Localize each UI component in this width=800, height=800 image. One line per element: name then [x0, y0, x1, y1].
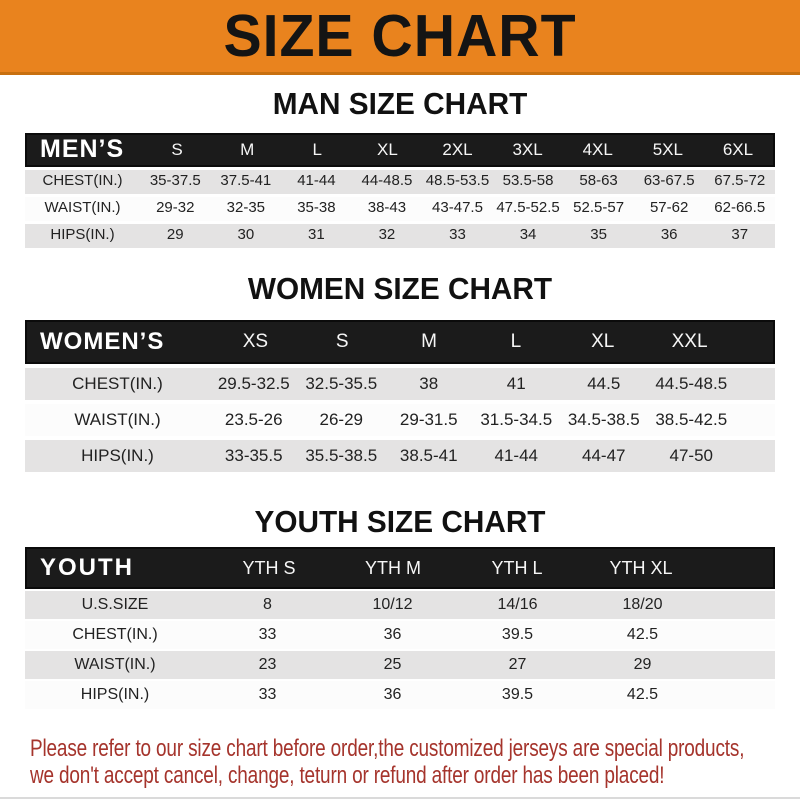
man-size-section: [0, 87, 800, 248]
row-label: WAIST(IN.): [74, 410, 161, 429]
column-header: XS: [242, 331, 269, 352]
row-label: U.S.SIZE: [81, 596, 149, 613]
cell-value: 41: [506, 374, 526, 393]
cell-value: 33: [258, 626, 277, 643]
women-section-heading: WOMEN SIZE CHART: [247, 271, 553, 306]
order-disclaimer: [0, 735, 800, 789]
disclaimer-line-2: we don't accept cancel, change, teturn or refund after order has been placed!: [30, 762, 665, 789]
women-size-table: [25, 320, 775, 472]
cell-value: 67.5-72: [714, 171, 766, 189]
cell-value: 8: [263, 596, 272, 613]
cell-value: 35: [590, 225, 607, 243]
cell-value: 35-37.5: [149, 171, 201, 189]
cell-value: 41-44: [297, 171, 336, 189]
man-section-heading: MAN SIZE CHART: [272, 86, 528, 121]
cell-value: 47.5-52.5: [496, 198, 560, 216]
row-label: CHEST(IN.): [42, 171, 123, 189]
cell-value: 35-38: [297, 198, 336, 216]
cell-value: 44.5: [587, 374, 621, 393]
cell-value: 38-43: [367, 198, 407, 216]
column-header: M: [240, 139, 255, 159]
row-label: HIPS(IN.): [81, 446, 154, 465]
cell-value: 31.5-34.5: [480, 410, 553, 429]
cell-value: 58-63: [579, 171, 618, 189]
men-size-table: [25, 133, 775, 248]
cell-value: 39.5: [501, 626, 534, 643]
banner-title: SIZE CHART: [223, 2, 577, 69]
column-header: YTH M: [365, 557, 421, 578]
row-label: HIPS(IN.): [80, 686, 150, 703]
cell-value: 63-67.5: [643, 171, 695, 189]
cell-value: 62-66.5: [714, 198, 766, 216]
cell-value: 38: [419, 374, 439, 393]
table-header-row: [25, 320, 775, 364]
column-header: YTH L: [491, 557, 543, 578]
column-header: L: [312, 139, 322, 159]
bottom-edge-line: [0, 797, 800, 799]
cell-value: 43-47.5: [432, 198, 483, 216]
cell-value: 30: [237, 225, 255, 243]
column-header: 4XL: [582, 139, 613, 159]
cell-value: 33: [449, 225, 466, 243]
size-chart-banner: [0, 0, 800, 75]
cell-value: 31: [308, 225, 325, 243]
cell-value: 35.5-38.5: [305, 446, 378, 465]
row-label: HIPS(IN.): [50, 225, 115, 243]
cell-value: 23: [258, 656, 277, 673]
column-header: XL: [376, 139, 398, 159]
cell-value: 38.5-42.5: [655, 410, 728, 429]
cell-value: 29-32: [156, 198, 195, 216]
cell-value: 36: [383, 686, 402, 703]
column-header: 3XL: [512, 139, 543, 159]
cell-value: 29: [166, 225, 184, 243]
cell-value: 33: [258, 686, 277, 703]
cell-value: 26-29: [319, 410, 363, 429]
column-header: XXL: [671, 331, 708, 352]
cell-value: 41-44: [494, 446, 538, 465]
table-row: [25, 591, 775, 619]
column-header: 2XL: [442, 139, 473, 159]
table-corner-label: MEN’S: [40, 135, 125, 164]
table-row: [25, 224, 775, 248]
table-corner-label: WOMEN’S: [40, 328, 165, 355]
cell-value: 47-50: [669, 446, 713, 465]
cell-value: 53.5-58: [502, 171, 554, 189]
women-size-section: [0, 272, 800, 472]
column-header: 5XL: [652, 139, 683, 159]
cell-value: 39.5: [501, 686, 534, 703]
cell-value: 34: [519, 225, 537, 243]
cell-value: 29.5-32.5: [217, 374, 290, 393]
youth-section-heading: YOUTH SIZE CHART: [254, 504, 546, 539]
cell-value: 33-35.5: [224, 446, 283, 465]
youth-size-section: [0, 505, 800, 709]
cell-value: 29: [633, 656, 652, 673]
column-header: S: [171, 139, 183, 159]
cell-value: 52.5-57: [573, 198, 625, 216]
disclaimer-line-1: Please refer to our size chart before order,the customized jerseys are special products,: [30, 735, 745, 762]
cell-value: 42.5: [626, 686, 659, 703]
cell-value: 57-62: [649, 198, 689, 216]
cell-value: 27: [508, 656, 527, 673]
cell-value: 44-47: [582, 446, 626, 465]
cell-value: 32-35: [226, 198, 266, 216]
table-header-row: [25, 133, 775, 167]
cell-value: 36: [660, 225, 678, 243]
row-label: WAIST(IN.): [74, 656, 156, 673]
cell-value: 25: [383, 656, 402, 673]
table-row: [25, 440, 775, 472]
table-row: [25, 170, 775, 194]
table-row: [25, 404, 775, 436]
column-header: YTH S: [242, 557, 296, 578]
youth-size-table: [25, 547, 775, 709]
table-row: [25, 621, 775, 649]
cell-value: 38.5-41: [399, 446, 458, 465]
table-header-row: [25, 547, 775, 589]
cell-value: 37.5-41: [220, 171, 272, 189]
cell-value: 10/12: [372, 596, 413, 613]
cell-value: 42.5: [626, 626, 659, 643]
column-header: S: [335, 331, 349, 352]
table-row: [25, 681, 775, 709]
table-row: [25, 368, 775, 400]
column-header: 6XL: [722, 139, 754, 159]
column-header: YTH XL: [609, 557, 673, 578]
cell-value: 29-31.5: [399, 410, 458, 429]
cell-value: 34.5-38.5: [567, 410, 640, 429]
column-header: L: [510, 331, 522, 352]
cell-value: 32: [378, 225, 396, 243]
cell-value: 37: [731, 225, 749, 243]
cell-value: 44.5-48.5: [655, 374, 728, 393]
cell-value: 18/20: [622, 596, 663, 613]
cell-value: 32.5-35.5: [305, 374, 378, 393]
cell-value: 36: [383, 626, 402, 643]
table-row: [25, 651, 775, 679]
table-corner-label: YOUTH: [40, 554, 134, 581]
row-label: WAIST(IN.): [44, 198, 121, 216]
cell-value: 14/16: [497, 596, 538, 613]
column-header: M: [421, 331, 437, 352]
row-label: CHEST(IN.): [72, 374, 163, 393]
table-row: [25, 197, 775, 221]
cell-value: 44-48.5: [361, 171, 413, 189]
row-label: CHEST(IN.): [72, 626, 158, 643]
cell-value: 48.5-53.5: [425, 171, 490, 189]
cell-value: 23.5-26: [224, 410, 283, 429]
column-header: XL: [591, 331, 615, 352]
